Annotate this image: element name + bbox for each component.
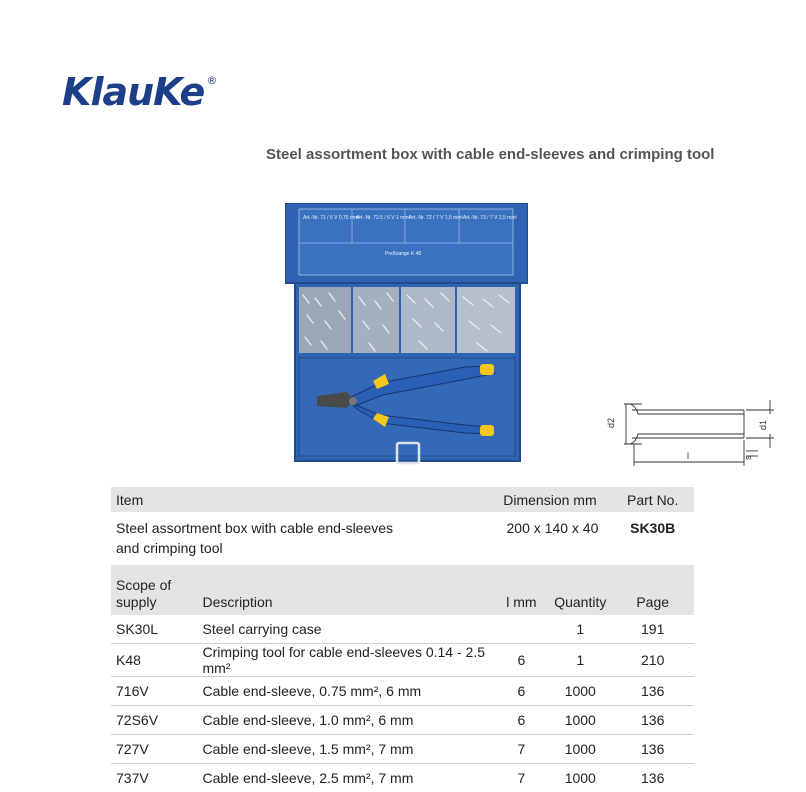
row-l: 6 bbox=[494, 706, 550, 735]
label-d1: d1 bbox=[758, 420, 768, 430]
row-qty: 1 bbox=[549, 644, 611, 677]
row-description: Cable end-sleeve, 1.5 mm², 7 mm bbox=[198, 735, 494, 764]
header-page: Page bbox=[611, 565, 694, 615]
end-sleeve-diagram bbox=[602, 396, 788, 474]
row-l bbox=[494, 615, 550, 644]
lid-label-3: Art.-Nr. 72 / 7 V 1,5 mm² bbox=[409, 215, 464, 221]
row-qty: 1000 bbox=[549, 764, 611, 792]
table-row bbox=[111, 677, 694, 706]
row-l: 7 bbox=[494, 764, 550, 792]
header-dimension: Dimension mm bbox=[494, 487, 612, 512]
registered-mark: ® bbox=[206, 74, 216, 87]
header-scope-line1: Scope of bbox=[116, 577, 193, 594]
row-page: 210 bbox=[611, 644, 694, 677]
label-l: l bbox=[687, 451, 689, 461]
row-scope: K48 bbox=[111, 644, 198, 677]
table-row bbox=[111, 735, 694, 764]
header-l-mm: l mm bbox=[494, 565, 550, 615]
table-row bbox=[111, 615, 694, 644]
row-page: 136 bbox=[611, 677, 694, 706]
row-qty: 1000 bbox=[549, 677, 611, 706]
main-item-line1: Steel assortment box with cable end-sleeves bbox=[116, 518, 489, 538]
row-description: Steel carrying case bbox=[198, 615, 494, 644]
lid-label-1: Art.-Nr. 71 / 6 V 0,75 mm² bbox=[303, 215, 360, 221]
row-page: 136 bbox=[611, 706, 694, 735]
row-l: 7 bbox=[494, 735, 550, 764]
row-scope: 72S6V bbox=[111, 706, 198, 735]
row-qty: 1 bbox=[549, 615, 611, 644]
table-row bbox=[111, 644, 694, 677]
row-qty: 1000 bbox=[549, 735, 611, 764]
row-l: 6 bbox=[494, 677, 550, 706]
scope-header bbox=[111, 565, 694, 615]
row-l: 6 bbox=[494, 644, 550, 677]
klauke-logo bbox=[62, 70, 216, 114]
main-part-no: SK30B bbox=[611, 512, 694, 565]
row-scope: 716V bbox=[111, 677, 198, 706]
main-item-line2: and crimping tool bbox=[116, 538, 489, 558]
row-description: Cable end-sleeve, 2.5 mm², 7 mm bbox=[198, 764, 494, 792]
product-table bbox=[111, 487, 694, 792]
row-description: Crimping tool for cable end-sleeves 0.14 - 2.5 mm² bbox=[198, 644, 494, 677]
brand-name: KlauKe bbox=[62, 70, 204, 114]
row-scope: SK30L bbox=[111, 615, 198, 644]
row-page: 136 bbox=[611, 764, 694, 792]
scope-rows bbox=[111, 615, 694, 792]
header-part-no: Part No. bbox=[611, 487, 694, 512]
lid-label-2: Art.-Nr. 72.5 / 6 V 1 mm² bbox=[356, 215, 411, 221]
lid-label-4: Art.-Nr. 73 / 7 V 2,5 mm² bbox=[463, 215, 518, 221]
row-qty: 1000 bbox=[549, 706, 611, 735]
row-page: 136 bbox=[611, 735, 694, 764]
row-page: 191 bbox=[611, 615, 694, 644]
assortment-box-image bbox=[285, 203, 528, 465]
header-scope-line2: supply bbox=[116, 594, 193, 611]
label-d2: d2 bbox=[606, 418, 616, 428]
label-s: s bbox=[743, 455, 753, 460]
main-dimension: 200 x 140 x 40 bbox=[494, 512, 612, 565]
table-row bbox=[111, 706, 694, 735]
page-subtitle: Steel assortment box with cable end-sleeves and crimping tool bbox=[266, 146, 714, 163]
main-item bbox=[111, 512, 494, 565]
main-product-row bbox=[111, 512, 694, 565]
lid-caption: Preßzange K 48 bbox=[385, 251, 421, 257]
row-description: Cable end-sleeve, 1.0 mm², 6 mm bbox=[198, 706, 494, 735]
header-item: Item bbox=[111, 487, 494, 512]
row-scope: 727V bbox=[111, 735, 198, 764]
row-scope: 737V bbox=[111, 764, 198, 792]
header-description: Description bbox=[198, 565, 494, 615]
header-quantity: Quantity bbox=[549, 565, 611, 615]
row-description: Cable end-sleeve, 0.75 mm², 6 mm bbox=[198, 677, 494, 706]
table-row bbox=[111, 764, 694, 792]
header-scope bbox=[111, 565, 198, 615]
table-header bbox=[111, 487, 694, 512]
